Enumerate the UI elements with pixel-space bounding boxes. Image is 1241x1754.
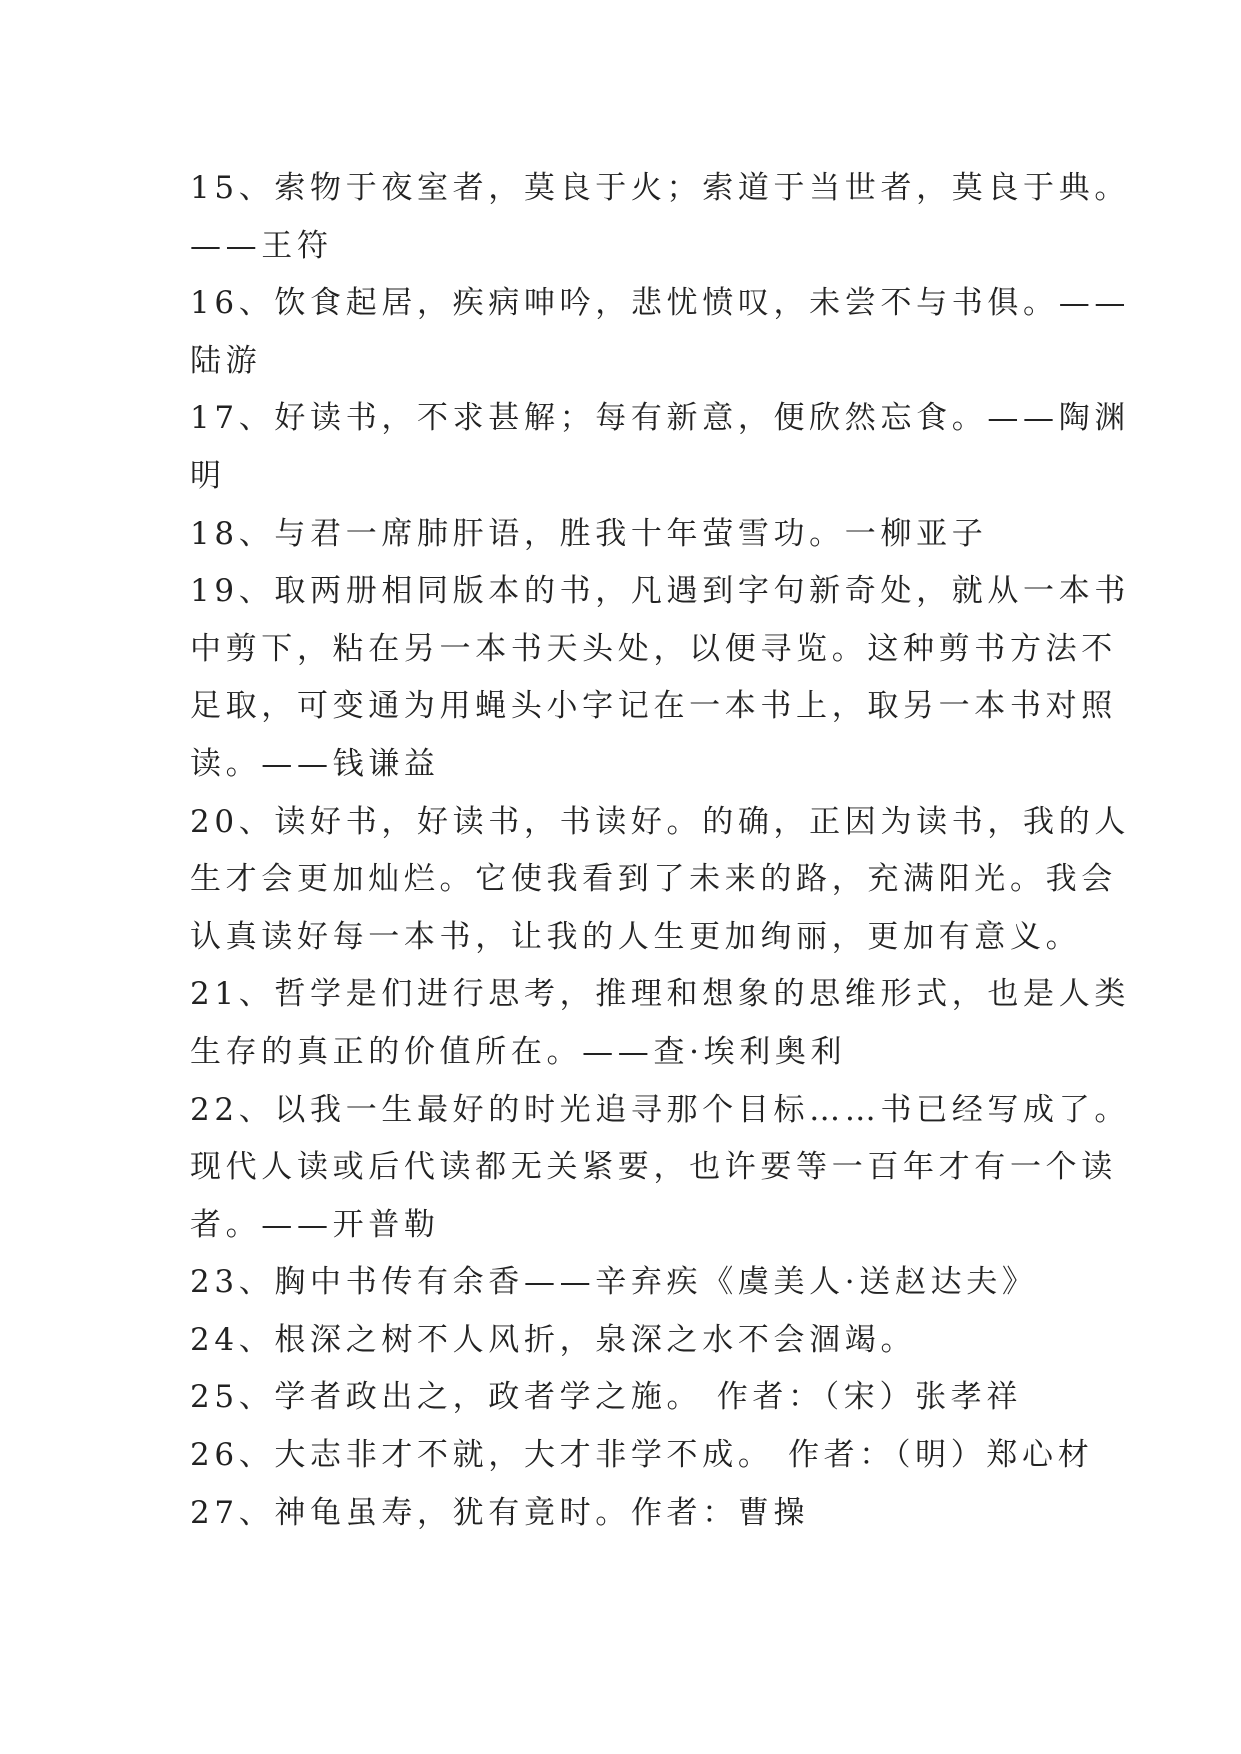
- text-line: 陆游: [190, 342, 262, 379]
- text-line: 20、读好书，好读书，书读好。的确，正因为读书，我的人: [190, 803, 1130, 840]
- text-line: 27、神龟虽寿，犹有竟时。作者：曹操: [190, 1494, 810, 1531]
- text-line: 26、大志非才不就，大才非学不成。 作者：（明）郑心材: [190, 1437, 1094, 1474]
- text-line: 明: [190, 457, 226, 494]
- text-line: 16、饮食起居，疾病呻吟，悲忧愤叹，未尝不与书俱。——: [190, 285, 1130, 322]
- text-line: 17、好读书，不求甚解；每有新意，便欣然忘食。——陶渊: [190, 400, 1130, 437]
- text-line: 足取，可变通为用蝇头小字记在一本书上，取另一本书对照: [190, 688, 1117, 725]
- text-line: 认真读好每一本书，让我的人生更加绚丽，更加有意义。: [190, 918, 1082, 955]
- text-line: 22、以我一生最好的时光追寻那个目标……书已经写成了。: [190, 1091, 1130, 1128]
- text-line: 现代人读或后代读都无关紧要，也许要等一百年才有一个读: [190, 1149, 1117, 1186]
- text-line: 中剪下，粘在另一本书天头处，以便寻览。这种剪书方法不: [190, 630, 1117, 667]
- text-line: 读。——钱谦益: [190, 745, 440, 782]
- quote-list: [190, 160, 1130, 1542]
- text-line: 21、哲学是们进行思考，推理和想象的思维形式，也是人类: [190, 976, 1130, 1013]
- text-line: 15、索物于夜室者，莫良于火；索道于当世者，莫良于典。: [190, 170, 1130, 206]
- text-line: 者。——开普勒: [190, 1206, 440, 1243]
- text-line: 23、胸中书传有余香——辛弃疾《虞美人·送赵达夫》: [190, 1264, 1038, 1301]
- text-line: ——王符: [190, 227, 333, 264]
- text-line: 生存的真正的价值所在。——查·埃利奥利: [190, 1033, 847, 1070]
- text-line: 生才会更加灿烂。它使我看到了未来的路，充满阳光。我会: [190, 861, 1117, 898]
- text-line: 18、与君一席肺肝语，胜我十年萤雪功。一柳亚子: [190, 515, 988, 552]
- text-line: 24、根深之树不人风折，泉深之水不会涸竭。: [190, 1321, 917, 1358]
- text-line: 19、取两册相同版本的书，凡遇到字句新奇处，就从一本书: [190, 573, 1130, 610]
- text-line: 25、学者政出之，政者学之施。 作者：（宋）张孝祥: [190, 1379, 1023, 1416]
